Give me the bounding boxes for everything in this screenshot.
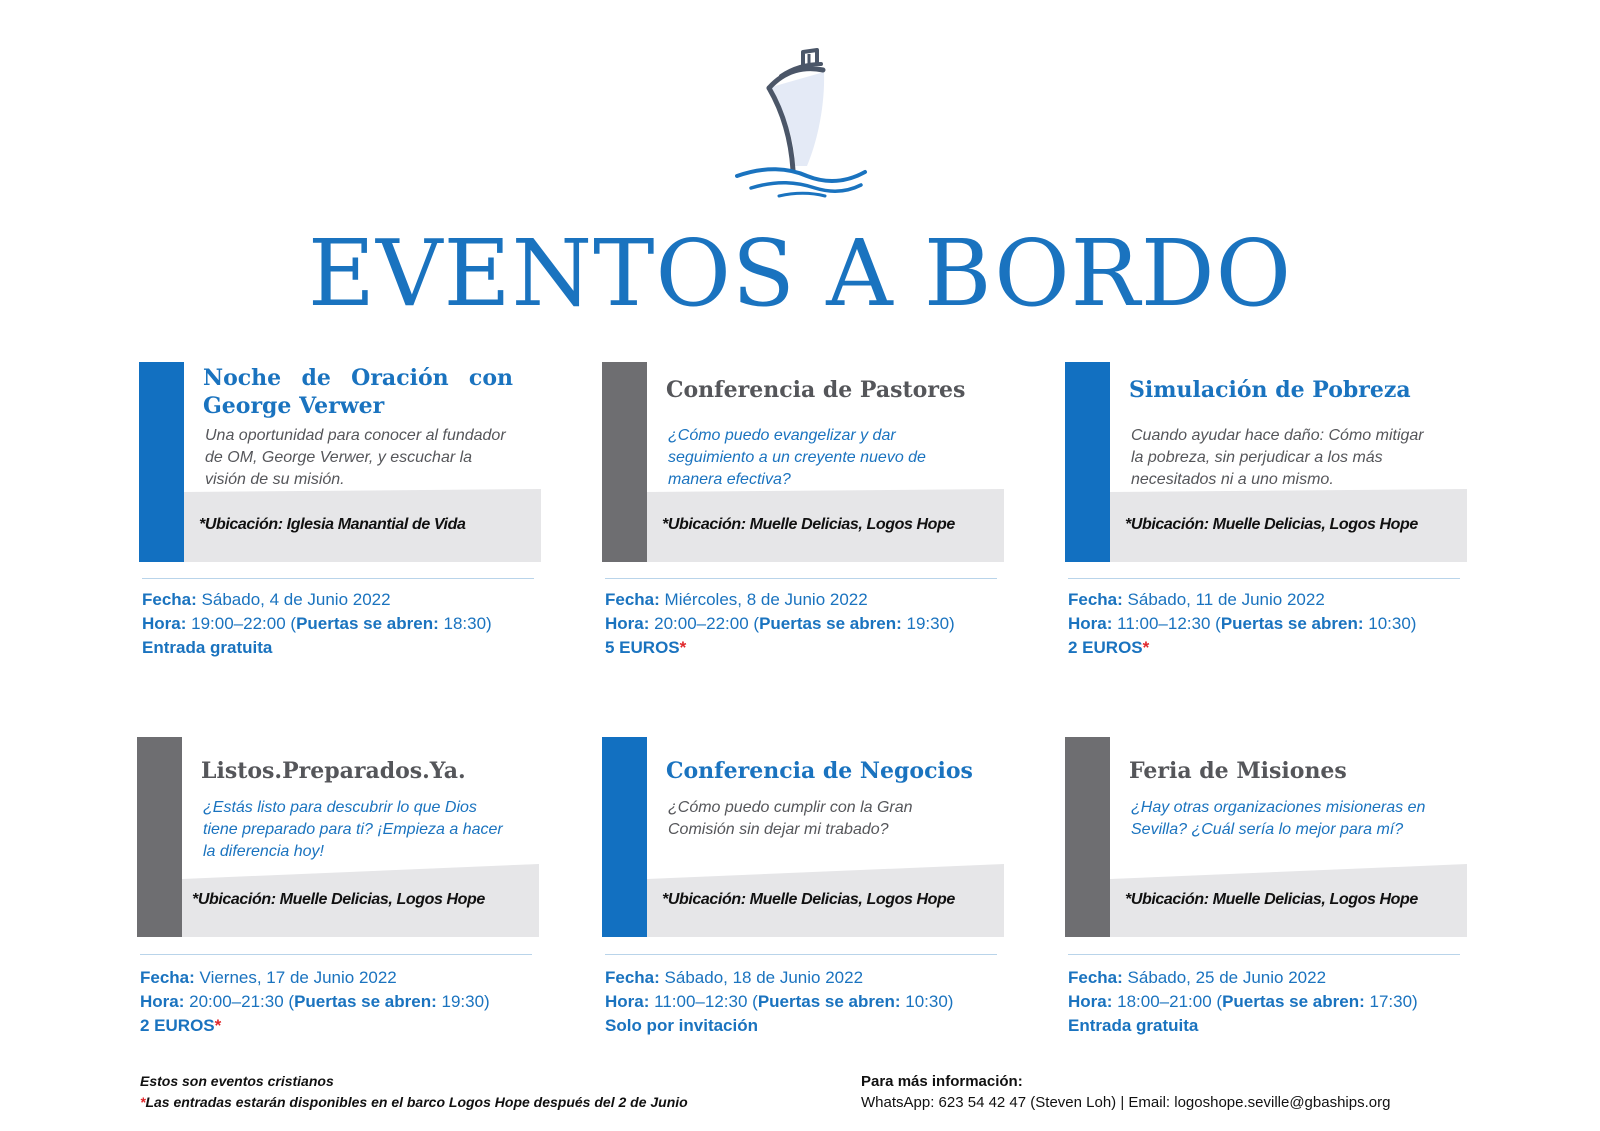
ticket-note: Las entradas estarán disponibles en el barco Logos Hope después del 2 de Junio	[145, 1094, 688, 1110]
footer-notes	[140, 1071, 688, 1113]
event-title: Simulación de Pobreza	[1129, 377, 1411, 403]
event-card-2	[602, 362, 1004, 562]
event-price: Entrada gratuita	[142, 638, 273, 657]
info-label: Para más información:	[861, 1073, 1023, 1090]
event-info-3: Fecha: Sábado, 11 de Junio 2022 Hora: 11:00–12:30 (Puertas se abren: 10:30) 2 EUROS*	[1068, 590, 1417, 657]
event-price: Solo por invitación	[605, 1016, 759, 1035]
event-date: Sábado, 25 de Junio 2022	[1127, 968, 1327, 987]
event-title: Listos.Preparados.Ya.	[201, 758, 466, 784]
doors-label: Puertas se abren:	[1222, 992, 1365, 1011]
event-info-1: Fecha: Sábado, 4 de Junio 2022 Hora: 19:00–22:00 (Puertas se abren: 18:30) Entrada gratuita	[142, 590, 492, 657]
event-doors: 10:30	[905, 992, 948, 1011]
event-date: Sábado, 4 de Junio 2022	[201, 590, 391, 609]
divider	[140, 954, 532, 955]
time-label: Hora:	[1068, 614, 1113, 633]
event-date: Viernes, 17 de Junio 2022	[199, 968, 397, 987]
event-time: 19:00–22:00	[191, 614, 286, 633]
doors-label: Puertas se abren:	[757, 992, 901, 1011]
event-doors: 18:30	[443, 614, 487, 633]
event-time: 11:00–12:30	[1117, 614, 1211, 633]
event-description: Una oportunidad para conocer al fundador de OM, George Verwer, y escuchar la visión de su misión.	[205, 427, 506, 488]
doors-label: Puertas se abren:	[759, 614, 902, 633]
doors-label: Puertas se abren:	[1220, 614, 1364, 633]
doors-label: Puertas se abren:	[294, 992, 437, 1011]
event-date: Sábado, 18 de Junio 2022	[664, 968, 864, 987]
event-title: Conferencia de Pastores	[666, 377, 966, 403]
event-info-5: Fecha: Sábado, 18 de Junio 2022 Hora: 11:00–12:30 (Puertas se abren: 10:30) Solo por invitación	[605, 968, 954, 1035]
time-label: Hora:	[142, 614, 187, 633]
event-info-4: Fecha: Viernes, 17 de Junio 2022 Hora: 20:00–21:30 (Puertas se abren: 19:30) 2 EUROS*	[140, 968, 490, 1035]
event-date: Miércoles, 8 de Junio 2022	[664, 590, 868, 609]
divider	[1068, 954, 1460, 955]
divider	[605, 578, 997, 579]
event-location: *Ubicación: Muelle Delicias, Logos Hope	[1125, 516, 1418, 533]
event-info-2: Fecha: Miércoles, 8 de Junio 2022 Hora: 20:00–22:00 (Puertas se abren: 19:30) 5 EUROS*	[605, 590, 955, 657]
event-doors: 10:30	[1368, 614, 1411, 633]
date-label: Fecha:	[605, 590, 660, 609]
footer-contact	[861, 1071, 1390, 1113]
event-time: 20:00–21:30	[189, 992, 284, 1011]
event-price: 5 EUROS	[605, 638, 680, 657]
divider	[142, 578, 534, 579]
date-label: Fecha:	[142, 590, 197, 609]
accent-bar	[139, 362, 184, 562]
event-title: Conferencia de Negocios	[666, 758, 973, 784]
event-time: 18:00–21:00	[1117, 992, 1212, 1011]
event-card-3	[1065, 362, 1467, 562]
event-description: ¿Estás listo para descubrir lo que Dios tiene preparado para ti? ¡Empieza a hacer la diferencia hoy!	[203, 799, 503, 860]
event-title: Feria de Misiones	[1129, 758, 1347, 784]
event-doors: 19:30	[906, 614, 950, 633]
event-location: *Ubicación: Iglesia Manantial de Vida	[199, 516, 466, 533]
event-card-1	[139, 362, 541, 562]
time-label: Hora:	[1068, 992, 1113, 1011]
accent-bar	[602, 362, 647, 562]
event-date: Sábado, 11 de Junio 2022	[1127, 590, 1325, 609]
doors-label: Puertas se abren:	[296, 614, 439, 633]
event-doors: 17:30	[1369, 992, 1413, 1011]
event-info-6: Fecha: Sábado, 25 de Junio 2022 Hora: 18:00–21:00 (Puertas se abren: 17:30) Entrada gratuita	[1068, 968, 1418, 1035]
event-description: ¿Cómo puedo evangelizar y dar seguimiento a un creyente nuevo de manera efectiva?	[668, 427, 926, 488]
event-description: ¿Cómo puedo cumplir con la Gran Comisión sin dejar mi trabado?	[668, 799, 913, 838]
event-card-5	[602, 737, 1004, 937]
time-label: Hora:	[140, 992, 185, 1011]
time-label: Hora:	[605, 614, 650, 633]
date-label: Fecha:	[140, 968, 195, 987]
event-doors: 19:30	[441, 992, 485, 1011]
event-description: ¿Hay otras organizaciones misioneras en Sevilla? ¿Cuál sería lo mejor para mí?	[1131, 799, 1426, 838]
christian-events-note: Estos son eventos cristianos	[140, 1073, 334, 1089]
date-label: Fecha:	[1068, 590, 1123, 609]
accent-bar	[1065, 362, 1110, 562]
event-description: Cuando ayudar hace daño: Cómo mitigar la pobreza, sin perjudicar a los más necesitados ni a uno mismo.	[1131, 427, 1424, 488]
date-label: Fecha:	[605, 968, 660, 987]
page-title: EVENTOS A BORDO	[307, 220, 1293, 327]
divider	[1068, 578, 1460, 579]
time-label: Hora:	[605, 992, 650, 1011]
ticket-asterisk: *	[140, 1094, 146, 1110]
event-price: Entrada gratuita	[1068, 1016, 1199, 1035]
event-location: *Ubicación: Muelle Delicias, Logos Hope	[662, 516, 955, 533]
event-time: 20:00–22:00	[654, 614, 749, 633]
date-label: Fecha:	[1068, 968, 1123, 987]
event-location: *Ubicación: Muelle Delicias, Logos Hope	[192, 891, 485, 908]
event-price: 2 EUROS	[140, 1016, 215, 1035]
event-location: *Ubicación: Muelle Delicias, Logos Hope	[1125, 891, 1418, 908]
accent-bar	[1065, 737, 1110, 937]
price-asterisk: *	[1142, 638, 1150, 657]
event-location: *Ubicación: Muelle Delicias, Logos Hope	[662, 891, 955, 908]
divider	[605, 954, 997, 955]
price-asterisk: *	[214, 1016, 222, 1035]
event-card-4	[137, 737, 539, 937]
accent-bar	[602, 737, 647, 937]
accent-bar	[137, 737, 182, 937]
event-title: Noche de Oración con George Verwer	[203, 365, 513, 419]
event-time: 11:00–12:30	[654, 992, 748, 1011]
price-asterisk: *	[679, 638, 687, 657]
event-card-6	[1065, 737, 1467, 937]
event-price: 2 EUROS	[1068, 638, 1143, 657]
contact-line: WhatsApp: 623 54 42 47 (Steven Loh) | Email: logoshope.seville@gbaships.org	[861, 1094, 1391, 1111]
ship-icon	[735, 42, 875, 202]
